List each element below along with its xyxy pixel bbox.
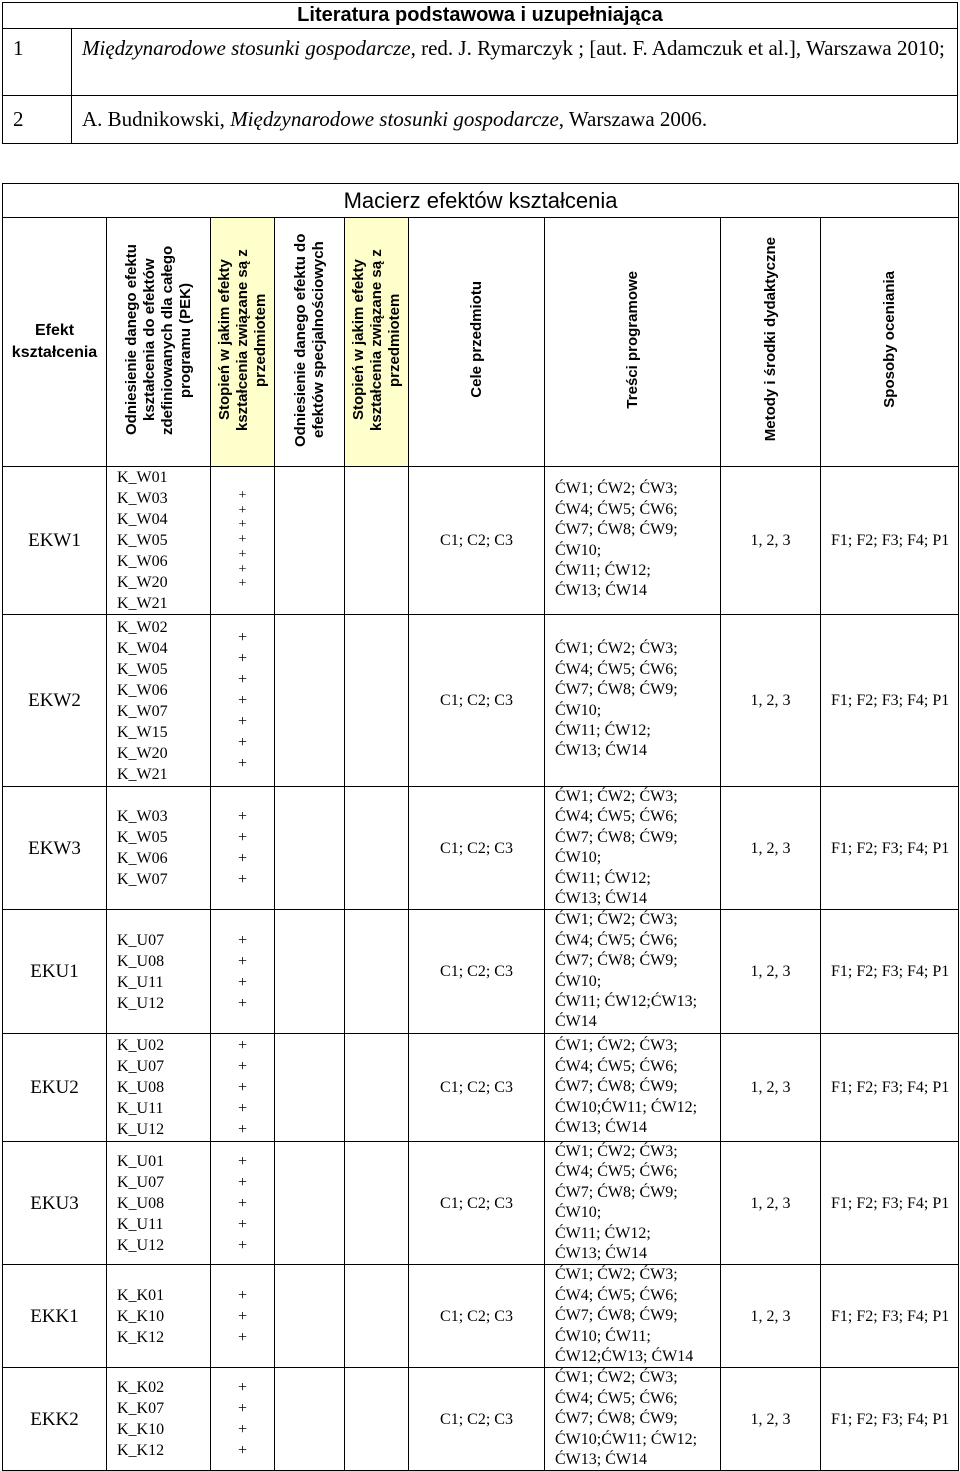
literature-item-text bbox=[72, 29, 958, 96]
effect-code: EKK1 bbox=[3, 1265, 107, 1368]
header-sposoby bbox=[821, 218, 959, 467]
table-row bbox=[3, 1141, 959, 1264]
degree-marks: + + + + bbox=[211, 910, 275, 1033]
course-goals: C1; C2; C3 bbox=[409, 1033, 545, 1141]
literature-item-number: 1 bbox=[3, 29, 72, 96]
literature-item bbox=[3, 29, 958, 96]
pek-references: K_W01 K_W03 K_W04 K_W05 K_W06 K_W20 K_W21 bbox=[107, 467, 211, 615]
spec-degree bbox=[345, 615, 409, 787]
effect-code: EKU3 bbox=[3, 1141, 107, 1264]
header-stopien-2 bbox=[345, 218, 409, 467]
literature-item bbox=[3, 96, 958, 144]
matrix-header-row bbox=[3, 218, 959, 467]
degree-marks: + + + + + bbox=[211, 1033, 275, 1141]
header-cele bbox=[409, 218, 545, 467]
header-stopien-1-label: Stopień w jakim efekty kształcenia związane są z przedmiotem bbox=[215, 248, 269, 431]
effect-code: EKK2 bbox=[3, 1368, 107, 1471]
program-content: ĆW1; ĆW2; ĆW3; ĆW4; ĆW5; ĆW6; ĆW7; ĆW8; ĆW9; ĆW10;ĆW11; ĆW12; ĆW13; ĆW14 bbox=[545, 1033, 721, 1141]
spec-references bbox=[275, 910, 345, 1033]
table-row bbox=[3, 615, 959, 787]
assessment-methods: F1; F2; F3; F4; P1 bbox=[821, 1033, 959, 1141]
assessment-methods: F1; F2; F3; F4; P1 bbox=[821, 1368, 959, 1471]
spec-references bbox=[275, 615, 345, 787]
course-goals: C1; C2; C3 bbox=[409, 1368, 545, 1471]
assessment-methods: F1; F2; F3; F4; P1 bbox=[821, 615, 959, 787]
header-stopien-1 bbox=[211, 218, 275, 467]
spec-references bbox=[275, 1368, 345, 1471]
pek-references: K_U07 K_U08 K_U11 K_U12 bbox=[107, 910, 211, 1033]
course-goals: C1; C2; C3 bbox=[409, 1265, 545, 1368]
effect-code: EKW2 bbox=[3, 615, 107, 787]
spec-references bbox=[275, 1141, 345, 1264]
effect-code: EKW1 bbox=[3, 467, 107, 615]
spec-degree bbox=[345, 910, 409, 1033]
table-row bbox=[3, 467, 959, 615]
degree-marks: + + + + bbox=[211, 787, 275, 910]
degree-marks: + + + bbox=[211, 1265, 275, 1368]
program-content: ĆW1; ĆW2; ĆW3; ĆW4; ĆW5; ĆW6; ĆW7; ĆW8; ĆW9; ĆW10; ĆW11; ĆW12; ĆW13; ĆW14 bbox=[545, 1141, 721, 1264]
table-row bbox=[3, 910, 959, 1033]
header-odniesienie-spec bbox=[275, 218, 345, 467]
header-odniesienie-pek bbox=[107, 218, 211, 467]
degree-marks: + + + + + bbox=[211, 1141, 275, 1264]
pek-references: K_W02 K_W04 K_W05 K_W06 K_W07 K_W15 K_W20 K_W21 bbox=[107, 615, 211, 787]
spec-degree bbox=[345, 1368, 409, 1471]
spec-degree bbox=[345, 1033, 409, 1141]
program-content: ĆW1; ĆW2; ĆW3; ĆW4; ĆW5; ĆW6; ĆW7; ĆW8; ĆW9; ĆW10; ĆW11; ĆW12; ĆW13; ĆW14 bbox=[545, 467, 721, 615]
table-row bbox=[3, 787, 959, 910]
header-odniesienie-pek-text: Odniesienie danego efektu kształcenia do efektów zdefiniowanych dla bbox=[122, 244, 176, 435]
degree-marks: + + + + + + + bbox=[211, 467, 275, 615]
course-goals: C1; C2; C3 bbox=[409, 615, 545, 787]
header-tresci bbox=[545, 218, 721, 467]
effects-matrix-table bbox=[2, 183, 959, 1471]
spec-degree bbox=[345, 467, 409, 615]
teaching-methods: 1, 2, 3 bbox=[721, 787, 821, 910]
header-odniesienie-pek-bold: całego programu (PEK) bbox=[158, 244, 194, 398]
header-odniesienie-spec-label bbox=[292, 220, 328, 460]
teaching-methods: 1, 2, 3 bbox=[721, 1368, 821, 1471]
literature-table bbox=[2, 2, 958, 144]
header-tresci-label: Treści programowe bbox=[623, 270, 641, 409]
spec-references bbox=[275, 1265, 345, 1368]
header-odniesienie-spec-bold: specjalnościowych bbox=[309, 241, 327, 378]
degree-marks: + + + + bbox=[211, 1368, 275, 1471]
literature-item-rest: , Warszawa 2006. bbox=[558, 107, 708, 131]
pek-references: K_K02 K_K07 K_K10 K_K12 bbox=[107, 1368, 211, 1471]
literature-item-title: Międzynarodowe stosunki gospodarcze bbox=[82, 36, 411, 60]
teaching-methods: 1, 2, 3 bbox=[721, 1265, 821, 1368]
table-row bbox=[3, 1033, 959, 1141]
course-goals: C1; C2; C3 bbox=[409, 787, 545, 910]
assessment-methods: F1; F2; F3; F4; P1 bbox=[821, 467, 959, 615]
spec-degree bbox=[345, 1265, 409, 1368]
spec-references bbox=[275, 1033, 345, 1141]
effect-code: EKU2 bbox=[3, 1033, 107, 1141]
assessment-methods: F1; F2; F3; F4; P1 bbox=[821, 787, 959, 910]
header-sposoby-label: Sposoby oceniania bbox=[880, 271, 898, 408]
literature-item-text bbox=[72, 96, 958, 144]
pek-references: K_U01 K_U07 K_U08 K_U11 K_U12 bbox=[107, 1141, 211, 1264]
course-goals: C1; C2; C3 bbox=[409, 467, 545, 615]
literature-item-rest: , red. J. Rymarczyk ; [aut. F. Adamczuk et al.], Warszawa 2010; bbox=[410, 36, 945, 60]
pek-references: K_W03 K_W05 K_W06 K_W07 bbox=[107, 787, 211, 910]
teaching-methods: 1, 2, 3 bbox=[721, 910, 821, 1033]
header-odniesienie-pek-label bbox=[123, 220, 195, 460]
course-goals: C1; C2; C3 bbox=[409, 910, 545, 1033]
header-metody-label: Metody i środki dydaktyczne bbox=[761, 237, 779, 442]
matrix-title: Macierz efektów kształcenia bbox=[3, 184, 959, 218]
header-metody bbox=[721, 218, 821, 467]
teaching-methods: 1, 2, 3 bbox=[721, 467, 821, 615]
header-cele-label: Cele przedmiotu bbox=[467, 281, 485, 398]
pek-references: K_K01 K_K10 K_K12 bbox=[107, 1265, 211, 1368]
header-stopien-2-label: Stopień w jakim efekty kształcenia związane są z przedmiotem bbox=[349, 248, 403, 431]
program-content: ĆW1; ĆW2; ĆW3; ĆW4; ĆW5; ĆW6; ĆW7; ĆW8; ĆW9; ĆW10; ĆW11; ĆW12; ĆW13; ĆW14 bbox=[545, 615, 721, 787]
teaching-methods: 1, 2, 3 bbox=[721, 1141, 821, 1264]
teaching-methods: 1, 2, 3 bbox=[721, 1033, 821, 1141]
program-content: ĆW1; ĆW2; ĆW3; ĆW4; ĆW5; ĆW6; ĆW7; ĆW8; ĆW9; ĆW10; ĆW11; ĆW12;ĆW13; ĆW14 bbox=[545, 1265, 721, 1368]
literature-title: Literatura podstawowa i uzupełniająca bbox=[3, 3, 958, 29]
teaching-methods: 1, 2, 3 bbox=[721, 615, 821, 787]
effect-code: EKW3 bbox=[3, 787, 107, 910]
spec-references bbox=[275, 467, 345, 615]
literature-item-prefix: A. Budnikowski, bbox=[82, 107, 231, 131]
table-row bbox=[3, 1265, 959, 1368]
degree-marks: + + + + + + + bbox=[211, 615, 275, 787]
header-efekt bbox=[3, 218, 107, 467]
header-odniesienie-spec-text: Odniesienie danego efektu do efektów bbox=[291, 232, 327, 447]
assessment-methods: F1; F2; F3; F4; P1 bbox=[821, 1265, 959, 1368]
pek-references: K_U02 K_U07 K_U08 K_U11 K_U12 bbox=[107, 1033, 211, 1141]
literature-item-title: Międzynarodowe stosunki gospodarcze bbox=[230, 107, 559, 131]
effect-code: EKU1 bbox=[3, 910, 107, 1033]
spec-degree bbox=[345, 1141, 409, 1264]
header-efekt-label: Efekt kształcenia bbox=[11, 322, 98, 361]
assessment-methods: F1; F2; F3; F4; P1 bbox=[821, 910, 959, 1033]
program-content: ĆW1; ĆW2; ĆW3; ĆW4; ĆW5; ĆW6; ĆW7; ĆW8; ĆW9; ĆW10; ĆW11; ĆW12; ĆW13; ĆW14 bbox=[545, 787, 721, 910]
course-goals: C1; C2; C3 bbox=[409, 1141, 545, 1264]
spec-degree bbox=[345, 787, 409, 910]
table-row bbox=[3, 1368, 959, 1471]
assessment-methods: F1; F2; F3; F4; P1 bbox=[821, 1141, 959, 1264]
literature-item-number: 2 bbox=[3, 96, 72, 144]
program-content: ĆW1; ĆW2; ĆW3; ĆW4; ĆW5; ĆW6; ĆW7; ĆW8; ĆW9; ĆW10; ĆW11; ĆW12;ĆW13; ĆW14 bbox=[545, 910, 721, 1033]
program-content: ĆW1; ĆW2; ĆW3; ĆW4; ĆW5; ĆW6; ĆW7; ĆW8; ĆW9; ĆW10;ĆW11; ĆW12; ĆW13; ĆW14 bbox=[545, 1368, 721, 1471]
spec-references bbox=[275, 787, 345, 910]
